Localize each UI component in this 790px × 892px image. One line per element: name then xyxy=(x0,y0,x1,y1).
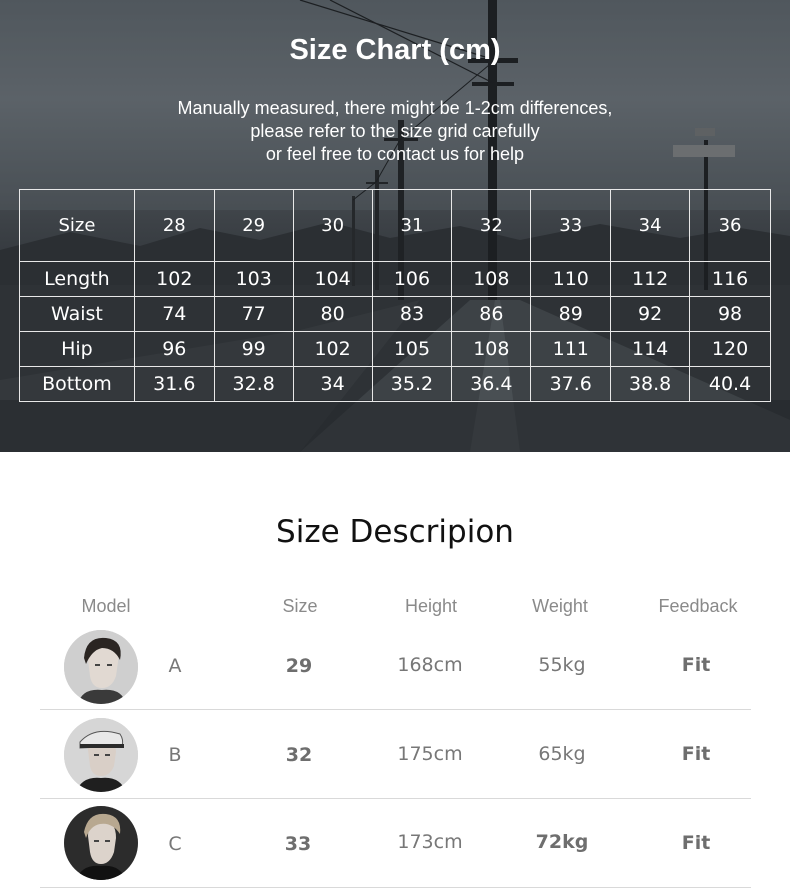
model-size: 32 xyxy=(285,744,313,766)
note-line: Manually measured, there might be 1-2cm differences, xyxy=(177,98,613,118)
model-label: B xyxy=(168,744,182,766)
table-cell: 112 xyxy=(611,262,690,297)
table-cell: 108 xyxy=(452,332,531,367)
table-cell: 34 xyxy=(293,367,372,402)
model-avatar xyxy=(64,718,138,792)
table-cell: 98 xyxy=(690,297,771,332)
table-header-cell: 31 xyxy=(372,190,452,262)
model-label: C xyxy=(168,833,182,855)
table-cell: 104 xyxy=(293,262,372,297)
table-cell: 38.8 xyxy=(611,367,690,402)
model-a-portrait-icon xyxy=(64,630,138,704)
size-chart-title: Size Chart (cm) xyxy=(289,34,501,66)
table-cell: 89 xyxy=(531,297,611,332)
row-label: Length xyxy=(20,262,135,297)
table-cell: 37.6 xyxy=(531,367,611,402)
size-header-row xyxy=(20,190,771,262)
table-cell: 108 xyxy=(452,262,531,297)
model-feedback: Fit xyxy=(681,743,711,765)
row-label: Bottom xyxy=(20,367,135,402)
table-cell: 120 xyxy=(690,332,771,367)
row-label: Hip xyxy=(20,332,135,367)
model-weight: 72kg xyxy=(535,831,589,853)
model-c-portrait-icon xyxy=(64,806,138,880)
table-cell: 105 xyxy=(372,332,452,367)
table-header-cell: 29 xyxy=(214,190,293,262)
measurement-note xyxy=(0,97,790,166)
model-size: 33 xyxy=(284,833,312,855)
table-row-length xyxy=(20,262,771,297)
model-label: A xyxy=(168,655,182,677)
model-feedback: Fit xyxy=(681,654,711,676)
size-chart-table xyxy=(19,189,771,402)
table-cell: 83 xyxy=(372,297,452,332)
table-cell: 92 xyxy=(611,297,690,332)
table-cell: 111 xyxy=(531,332,611,367)
model-weight: 55kg xyxy=(538,654,586,676)
table-cell: 103 xyxy=(214,262,293,297)
table-cell: 31.6 xyxy=(134,367,214,402)
model-avatar xyxy=(64,630,138,704)
table-row-hip xyxy=(20,332,771,367)
table-cell: 96 xyxy=(134,332,214,367)
table-cell: 32.8 xyxy=(214,367,293,402)
table-cell: 102 xyxy=(134,262,214,297)
table-cell: 36.4 xyxy=(452,367,531,402)
table-cell: 40.4 xyxy=(690,367,771,402)
table-header-cell: 30 xyxy=(293,190,372,262)
model-height: 175cm xyxy=(397,743,463,765)
table-cell: 114 xyxy=(611,332,690,367)
table-cell: 102 xyxy=(293,332,372,367)
note-line: please refer to the size grid carefully xyxy=(250,121,540,141)
size-description-title: Size Descripion xyxy=(276,514,514,550)
table-cell: 110 xyxy=(531,262,611,297)
model-b-portrait-icon xyxy=(64,718,138,792)
model-feedback: Fit xyxy=(681,832,711,854)
model-row xyxy=(40,621,751,710)
table-cell: 35.2 xyxy=(372,367,452,402)
model-weight: 65kg xyxy=(538,743,586,765)
column-header-height: Height xyxy=(404,596,458,616)
note-line: or feel free to contact us for help xyxy=(265,144,525,164)
table-cell: 77 xyxy=(214,297,293,332)
table-header-cell: Size xyxy=(20,190,135,262)
row-divider xyxy=(40,887,751,888)
table-cell: 80 xyxy=(293,297,372,332)
table-row-waist xyxy=(20,297,771,332)
table-header-cell: 28 xyxy=(134,190,214,262)
table-cell: 99 xyxy=(214,332,293,367)
table-header-cell: 32 xyxy=(452,190,531,262)
table-row-bottom xyxy=(20,367,771,402)
model-size: 29 xyxy=(285,655,313,677)
table-cell: 74 xyxy=(134,297,214,332)
table-header-cell: 36 xyxy=(690,190,771,262)
table-cell: 106 xyxy=(372,262,452,297)
column-header-size: Size xyxy=(282,596,318,616)
table-header-cell: 34 xyxy=(611,190,690,262)
model-row xyxy=(40,799,751,888)
column-header-model: Model xyxy=(81,596,131,616)
model-row xyxy=(40,710,751,799)
table-cell: 116 xyxy=(690,262,771,297)
row-label: Waist xyxy=(20,297,135,332)
table-cell: 86 xyxy=(452,297,531,332)
model-height: 168cm xyxy=(397,654,463,676)
column-header-feedback: Feedback xyxy=(658,596,738,616)
model-avatar xyxy=(64,806,138,880)
table-header-cell: 33 xyxy=(531,190,611,262)
model-height: 173cm xyxy=(397,831,463,853)
column-header-weight: Weight xyxy=(532,596,588,616)
